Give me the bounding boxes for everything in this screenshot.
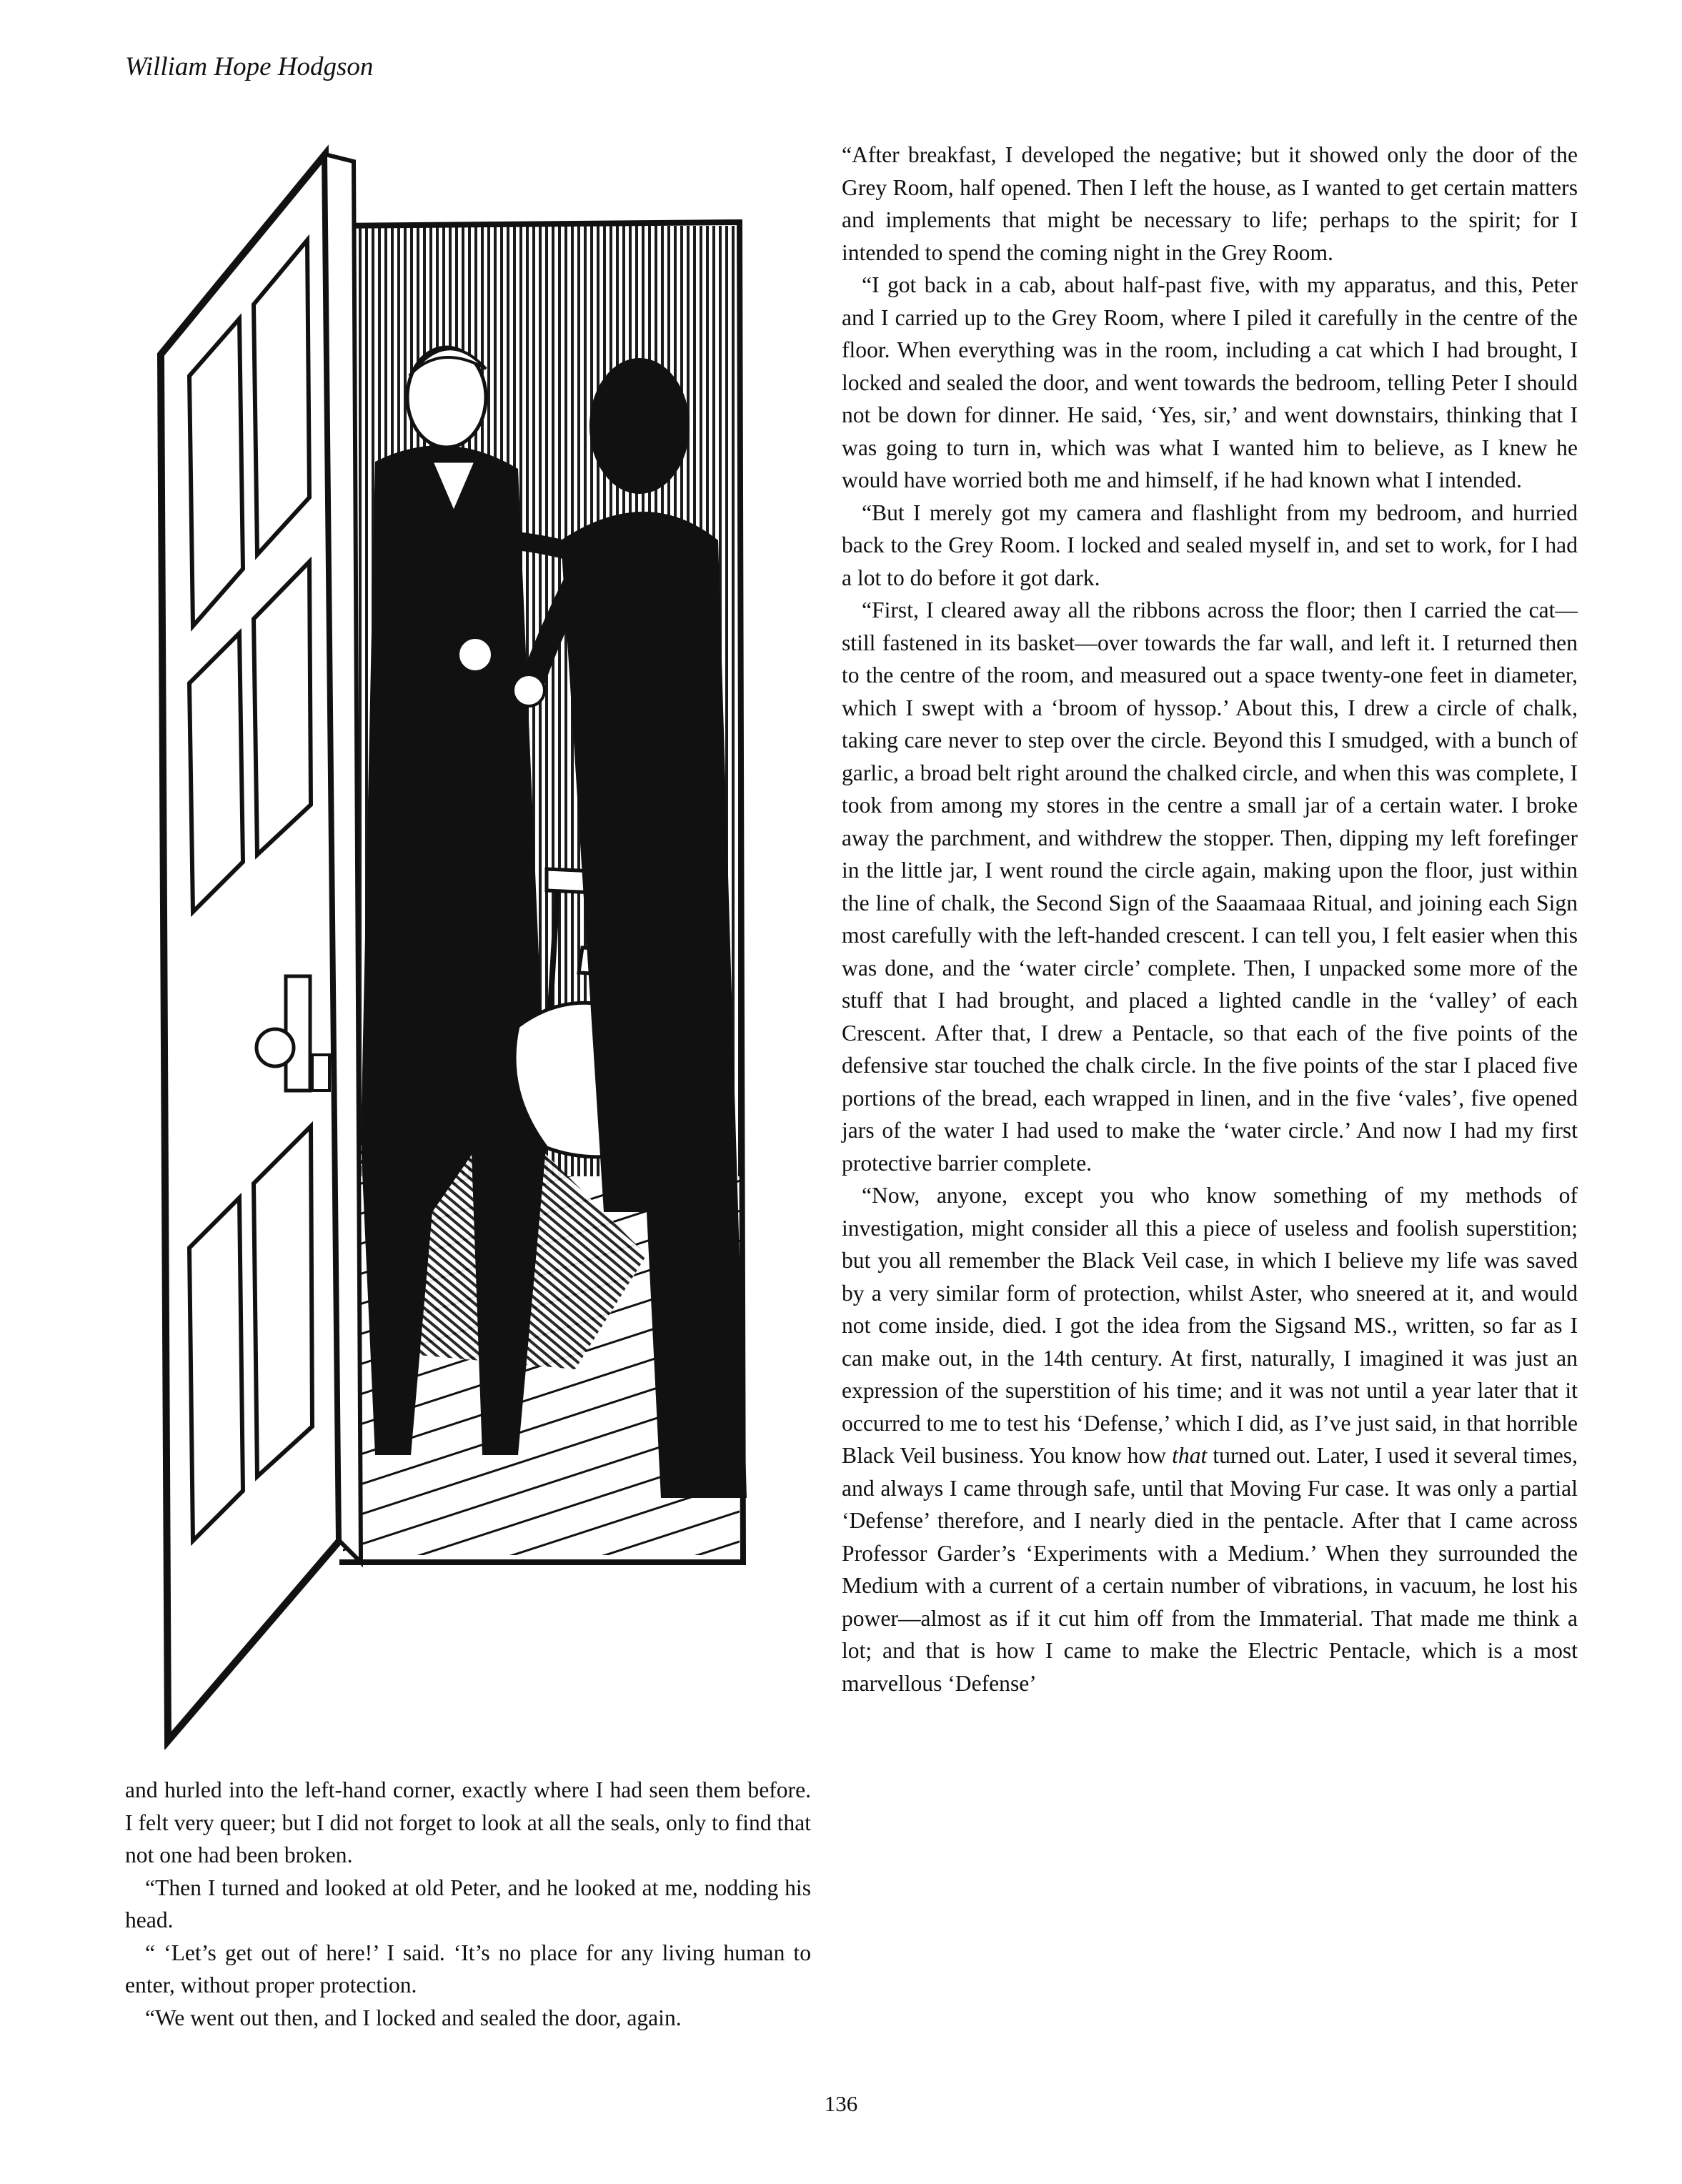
paragraph: “Then I turned and looked at old Peter, and he looked at me, nodding his head. bbox=[125, 1875, 811, 1932]
right-text-column bbox=[842, 139, 1578, 1699]
paragraph-text: “Now, anyone, except you who know something of my methods of investigation, might consider all this a piece of useless and foolish superstition; but you all remember the Black Veil case, in which I believe my life was saved by a very similar form of protection, whilst Aster, who sneered at it, and would not come inside, died. I got the idea from the Sigsand MS., written, so far as I can make out, in the 14th century. At first, naturally, I imagined it was just an expression of the superstition of his time; and it was not until a year later that it occurred to me to test his ‘Defense,’ which I did, as I’ve just said, in that horrible Black Veil business. You know how bbox=[842, 1183, 1578, 1468]
paragraph bbox=[842, 1179, 1578, 1699]
paragraph: “We went out then, and I locked and sealed the door, again. bbox=[145, 2005, 682, 2030]
paragraph: “After breakfast, I developed the negative; but it showed only the door of the Grey Room, half opened. Then I left the house, as I wanted to get certain matters and implements that might be necessary to life; perhaps to the spirit; for I intended to spend the coming night in the Grey Room. bbox=[842, 142, 1578, 265]
paragraph: “First, I cleared away all the ribbons across the floor; then I carried the cat—still fastened in its basket—over towards the far wall, and left it. I returned then to the centre of the room, and measured out a space twenty-one feet in diameter, which I swept with a ‘broom of hyssop.’ About this, I drew a circle of chalk, taking care never to step over the circle. Beyond this I smudged, with a bunch of garlic, a broad belt right around the chalked circle, and when this was complete, I took from among my stores in the centre a small jar of a certain water. I broke away the parchment, and withdrew the stopper. Then, dipping my left forefinger in the little jar, I went round the circle again, making upon the floor, just within the line of chalk, the Second Sign of the Saaamaaa Ritual, and joining each Sign most carefully with the left-handed crescent. I can tell you, I felt easier when this was done, and the ‘water circle’ complete. Then, I unpacked some more of the stuff that I had brought, and placed a lighted candle in the ‘valley’ of each Crescent. After that, I drew a Pentacle, so that each of the five points of the defensive star touched the chalk circle. In the five points of the star I placed five portions of the bread, each wrapped in linen, and in the five ‘vales’, five opened jars of the water I had used to make the ‘water circle.’ And now I had my first protective barrier complete. bbox=[842, 597, 1578, 1176]
illustration-door-scene bbox=[146, 140, 768, 1749]
paragraph: “ ‘Let’s get out of here!’ I said. ‘It’s no place for any living human to enter, without proper protection. bbox=[125, 1940, 811, 1997]
left-text-column bbox=[125, 1774, 811, 2034]
paragraph: and hurled into the left-hand corner, exactly where I had seen them before. I felt very queer; but I did not forget to look at all the seals, only to find that not one had been broken. bbox=[125, 1777, 811, 1867]
paragraph-text: turned out. Later, I used it several times, and always I came through safe, until that Moving Fur case. It was only a partial ‘Defense’ therefore, and I nearly died in the pentacle. After that I came across Professor Garder’s ‘Experiments with a Medium.’ When they surrounded the Medium with a current of a certain number of vibrations, in vacuum, he lost his power—almost as if it cut him off from the Immaterial. That made me think a lot; and that is how I came to make the Electric Pentacle, which is a most marvellous ‘Defense’ bbox=[842, 1443, 1578, 1696]
paragraph: “I got back in a cab, about half-past five, with my apparatus, and this, Peter and I carried up to the Grey Room, where I piled it carefully in the centre of the floor. When everything was in the room, including a cat which I had brought, I locked and sealed the door, and went towards the bedroom, telling Peter I should not be down for dinner. He said, ‘Yes, sir,’ and went downstairs, thinking that I was going to turn in, which was what I wanted him to believe, as I knew he would have worried both me and himself, if he had known what I intended. bbox=[842, 272, 1578, 492]
door-scene-icon bbox=[146, 140, 768, 1749]
page-number: 136 bbox=[824, 2091, 858, 2116]
italic-word: that bbox=[1172, 1443, 1208, 1468]
paragraph: “But I merely got my camera and flashlight from my bedroom, and hurried back to the Grey Room. I locked and sealed myself in, and set to work, for I had a lot to do before it got dark. bbox=[842, 500, 1578, 590]
running-head: William Hope Hodgson bbox=[125, 52, 374, 81]
